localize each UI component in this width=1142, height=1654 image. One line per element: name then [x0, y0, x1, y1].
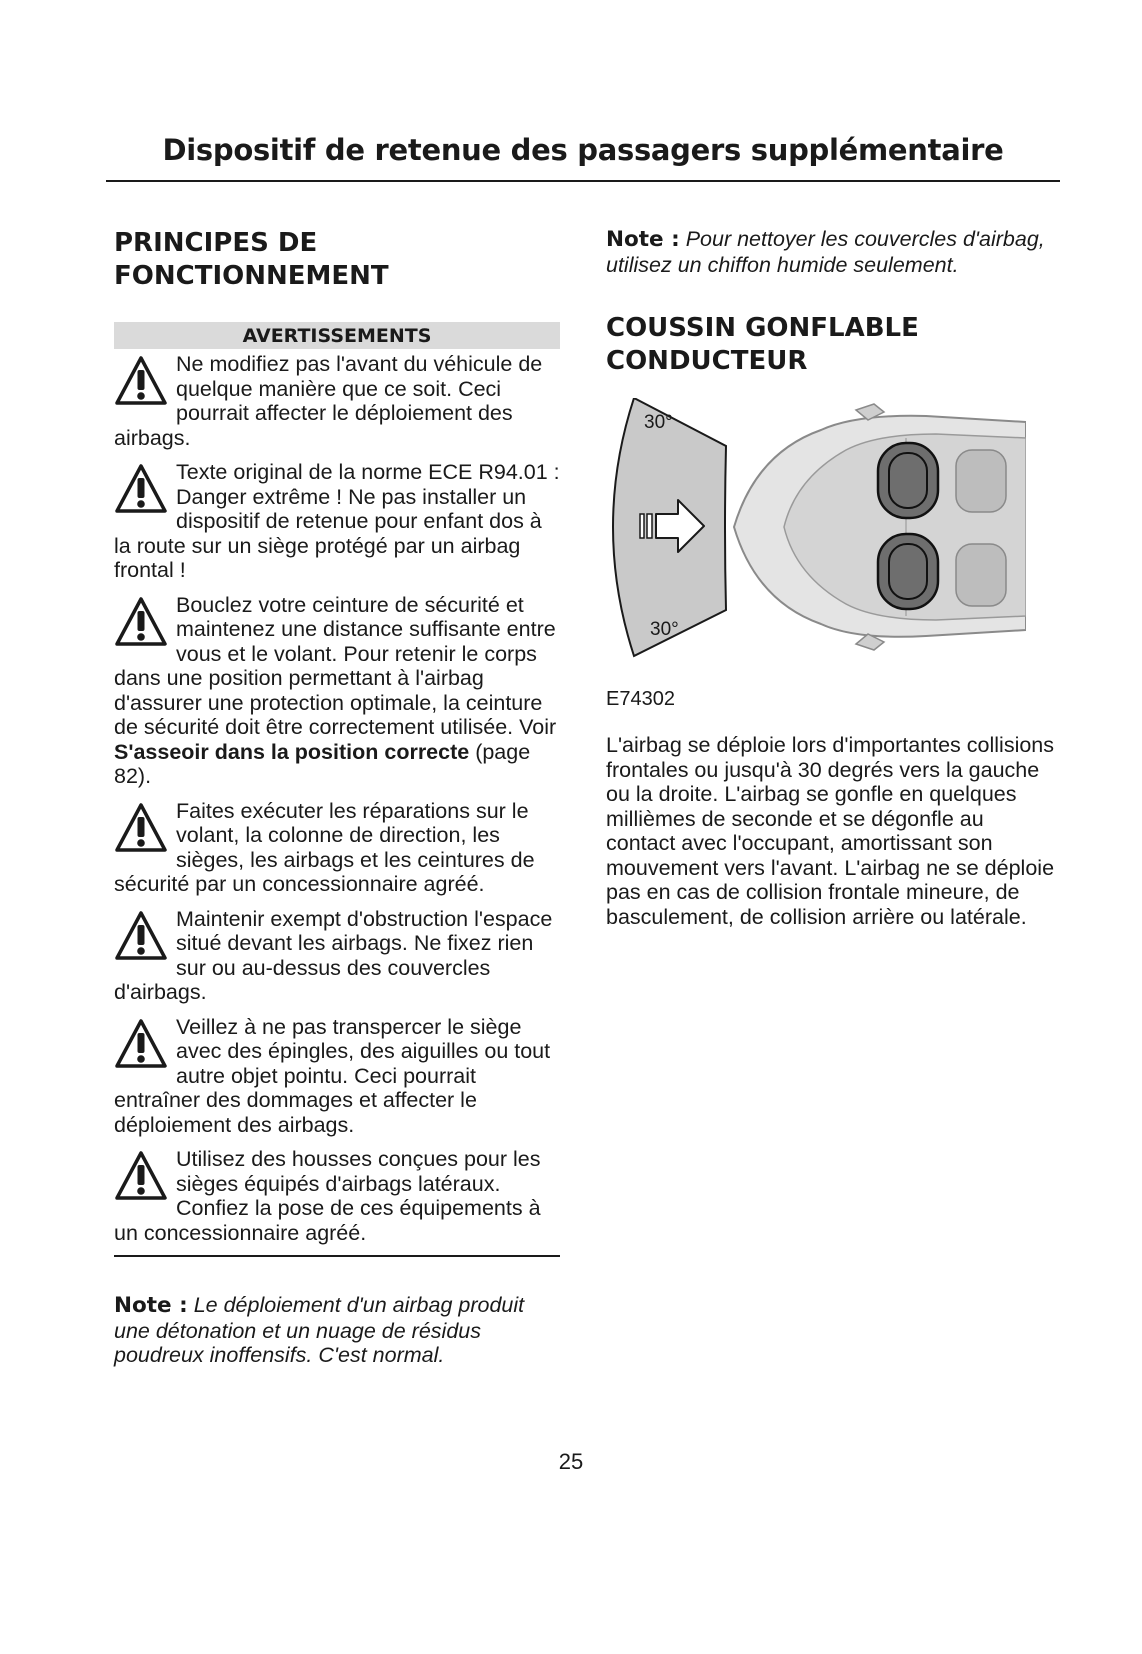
warning-item	[114, 1015, 560, 1138]
warning-triangle-icon	[114, 910, 168, 962]
seat-passenger	[956, 544, 1006, 606]
warning-text: Maintenir exempt d'obstruction l'espace situé devant les airbags. Ne fixez rien sur ou au-dessus des couvercles d'airbags.	[114, 906, 553, 1004]
warnings-end-rule	[114, 1255, 560, 1257]
warnings-list	[114, 352, 560, 1245]
warning-item	[114, 352, 560, 450]
cross-reference-link[interactable]: S'asseoir dans la position correcte	[114, 739, 470, 764]
warning-item	[114, 460, 560, 583]
airbag-diagram-svg	[606, 398, 1026, 668]
warning-triangle-icon	[114, 596, 168, 648]
figure-code: E74302	[606, 688, 675, 710]
section-title-line2: CONDUCTEUR	[606, 346, 808, 376]
angle-label-top: 30°	[644, 412, 673, 433]
warning-item	[114, 799, 560, 897]
airbag-passenger	[878, 534, 938, 609]
page-number: 25	[558, 1449, 584, 1474]
angle-label-bottom: 30°	[650, 619, 679, 640]
warning-triangle-icon	[114, 1018, 168, 1070]
warning-triangle-icon	[114, 802, 168, 854]
warning-text: Bouclez votre ceinture de sécurité et maintenez une distance suffisante entre vous et le volant. Pour retenir le corps dans une position permettant à l'airbag d'assurer une protection optimale, la ceinture de sécurité doit être correctement utilisée. Voir	[114, 592, 557, 739]
airbag-description: L'airbag se déploie lors d'importantes collisions frontales ou jusqu'à 30 degrés vers la gauche ou la droite. L'airbag se gonfle en quelques millièmes de seconde et se dégonfle au contact avec l'occupant, amortissant son mouvement vers l'avant. L'airbag ne se déploie pas en cas de collision frontale mineure, de basculement, de collision arrière ou latérale.	[606, 733, 1055, 929]
section-title-line2: FONCTIONNEMENT	[114, 261, 389, 291]
airbag-driver	[878, 443, 938, 518]
warning-item	[114, 907, 560, 1005]
note-label: Note :	[606, 227, 680, 252]
warning-text-page-ref: (page 82).	[114, 739, 531, 788]
warning-text: Utilisez des housses conçues pour les sièges équipés d'airbags latéraux. Confiez la pose de ces équipements à un concessionnaire agréé.	[114, 1147, 541, 1245]
warnings-heading: AVERTISSEMENTS	[114, 322, 560, 349]
warning-text: Texte original de la norme ECE R94.01 : Danger extrême ! Ne pas installer un dispositif de retenue pour enfant dos à la route sur un siège protégé par un airbag frontal !	[114, 460, 560, 582]
warning-text: Faites exécuter les réparations sur le volant, la colonne de direction, les sièges, les airbags et les ceintures de sécurité par un concessionnaire agréé.	[114, 798, 535, 896]
seat-driver	[956, 450, 1006, 512]
note-text: Pour nettoyer les couvercles d'airbag, utilisez un chiffon humide seulement.	[606, 227, 1045, 277]
section-title-line1: COUSSIN GONFLABLE	[606, 313, 919, 343]
section-title-line1: PRINCIPES DE	[114, 228, 318, 258]
note-cleaning	[606, 227, 1056, 277]
section-title-coussin	[606, 312, 1056, 378]
warning-triangle-icon	[114, 355, 168, 407]
warning-triangle-icon	[114, 1150, 168, 1202]
warning-text: Veillez à ne pas transpercer le siège avec des épingles, des aiguilles ou tout autre objet pointu. Ceci pourrait entraîner des dommages et affecter le déploiement des airbags.	[114, 1014, 551, 1137]
header-rule	[106, 180, 1060, 182]
airbag-deployment-diagram	[606, 398, 1026, 668]
warning-item	[114, 593, 560, 789]
right-column	[606, 227, 1056, 929]
note-label: Note :	[114, 1293, 188, 1318]
page-header-title: Dispositif de retenue des passagers supplémentaire	[162, 133, 1004, 167]
warning-triangle-icon	[114, 463, 168, 515]
note-text: Le déploiement d'un airbag produit une détonation et un nuage de résidus poudreux inoffensifs. C'est normal.	[114, 1293, 525, 1367]
section-title-principes	[114, 227, 560, 293]
warning-text: Ne modifiez pas l'avant du véhicule de quelque manière que ce soit. Ceci pourrait affecter le déploiement des airbags.	[114, 352, 543, 450]
note-deployment	[114, 1293, 560, 1368]
left-column	[114, 227, 560, 1368]
warning-item	[114, 1147, 560, 1245]
